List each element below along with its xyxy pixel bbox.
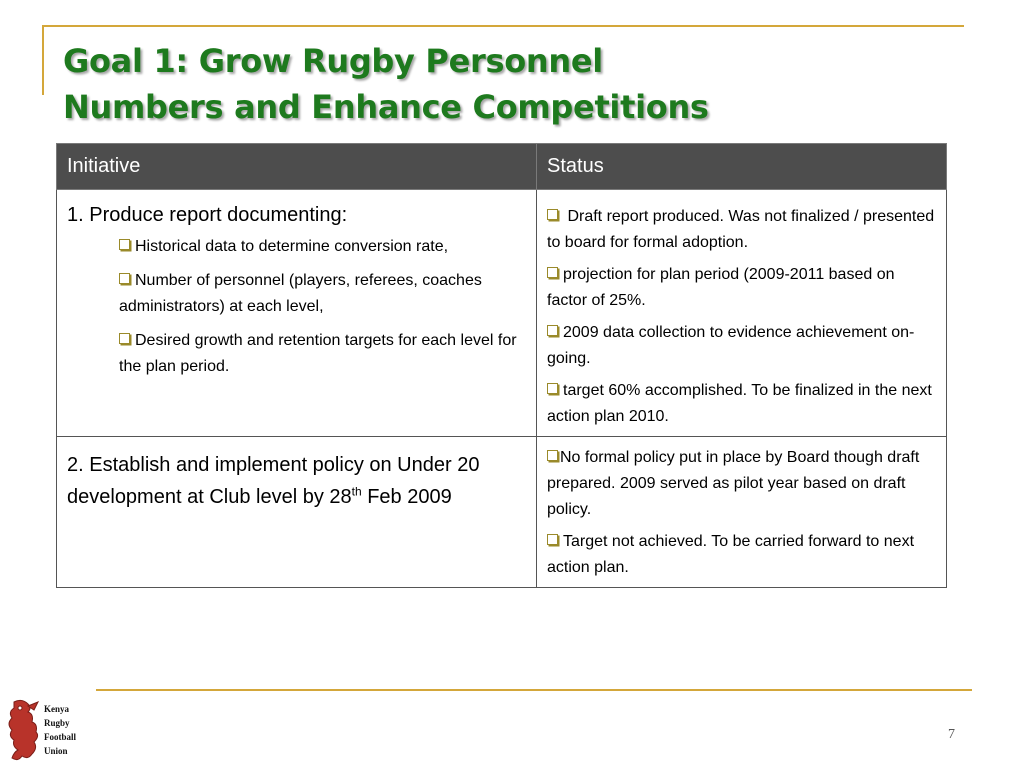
slide-title-line-1: Goal 1: Grow Rugby Personnel <box>63 42 603 80</box>
list-item-text: target 60% accomplished. To be finalized in the next action plan 2010. <box>547 382 932 425</box>
initiative-sub-list <box>119 234 526 380</box>
square-bullet-icon <box>119 333 130 344</box>
top-frame-line <box>42 25 964 27</box>
list-item-text: 2009 data collection to evidence achievement on-going. <box>547 324 915 367</box>
square-bullet-icon <box>547 325 558 336</box>
slide-title <box>63 38 963 130</box>
list-item-text: Desired growth and retention targets for each level for the plan period. <box>119 332 517 375</box>
status-list <box>547 445 936 581</box>
list-item <box>547 378 936 430</box>
initiative-text: 1. Produce report documenting: <box>67 204 348 226</box>
left-frame-line <box>42 25 44 95</box>
footer-line <box>96 689 972 691</box>
logo-text <box>44 702 76 758</box>
square-bullet-icon <box>547 267 558 278</box>
lion-crest-icon <box>4 696 44 764</box>
square-bullet-icon <box>547 534 558 545</box>
page-number: 7 <box>948 727 955 742</box>
initiative-status-table <box>56 143 947 588</box>
header-status: Status <box>537 144 947 190</box>
logo-text-line: Union <box>44 746 68 756</box>
initiative-text-date: Feb 2009 <box>361 486 452 508</box>
table-row <box>57 190 947 437</box>
status-cell <box>537 437 947 588</box>
list-item <box>119 328 526 380</box>
list-item <box>547 529 936 581</box>
square-bullet-icon <box>119 239 130 250</box>
square-bullet-icon <box>547 209 558 220</box>
initiative-cell <box>57 437 537 588</box>
kenya-rugby-logo <box>4 696 86 764</box>
ordinal-suffix: th <box>351 484 362 499</box>
list-item <box>547 445 936 523</box>
status-cell <box>537 190 947 437</box>
logo-text-line: Rugby <box>44 718 70 728</box>
list-item <box>547 204 936 256</box>
header-initiative: Initiative <box>57 144 537 190</box>
list-item-text: No formal policy put in place by Board though draft prepared. 2009 served as pilot year based on draft policy. <box>547 449 920 518</box>
list-item <box>119 234 526 260</box>
list-item-text: projection for plan period (2009-2011 based on factor of 25%. <box>547 266 895 309</box>
table-header-row <box>57 144 947 190</box>
initiative-text <box>67 449 526 513</box>
list-item-text: Target not achieved. To be carried forward to next action plan. <box>547 533 915 576</box>
list-item-text: Draft report produced. Was not finalized / presented to board for formal adoption. <box>547 208 935 251</box>
list-item <box>547 262 936 314</box>
status-list <box>547 204 936 430</box>
square-bullet-icon <box>547 450 558 461</box>
initiative-text-main: 2. Establish and implement policy on Under 20 development at Club level by 28 <box>67 454 480 508</box>
list-item <box>119 268 526 320</box>
list-item <box>547 320 936 372</box>
initiative-cell <box>57 190 537 437</box>
logo-text-line: Kenya <box>44 704 70 714</box>
list-item-text: Number of personnel (players, referees, coaches administrators) at each level, <box>119 272 482 315</box>
square-bullet-icon <box>547 383 558 394</box>
list-item-text: Historical data to determine conversion rate, <box>135 238 449 255</box>
table-row <box>57 437 947 588</box>
square-bullet-icon <box>119 273 130 284</box>
slide-title-line-2: Numbers and Enhance Competitions <box>63 88 709 126</box>
logo-text-line: Football <box>44 732 77 742</box>
